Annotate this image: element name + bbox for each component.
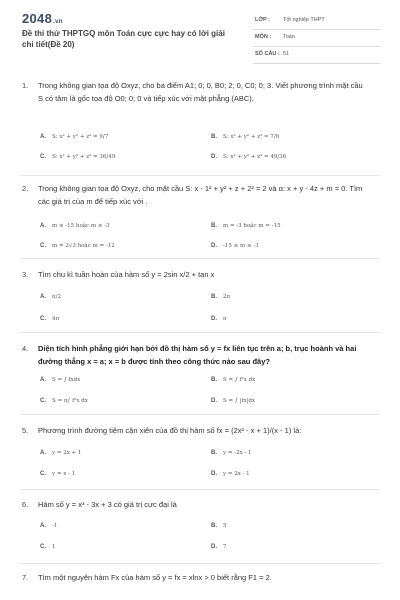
option-value: S = ∫ f²x dx bbox=[223, 377, 256, 383]
option-value: m ≤ -15 hoặc m ≥ -3 bbox=[52, 223, 110, 229]
option-letter: C. bbox=[40, 154, 46, 160]
divider bbox=[20, 414, 380, 415]
option-value: S = ∫ fxdx bbox=[52, 377, 81, 383]
option-value: y = -2x - 1 bbox=[223, 450, 252, 456]
question-item bbox=[0, 80, 400, 172]
option-letter: A. bbox=[40, 294, 46, 300]
divider bbox=[20, 175, 380, 176]
option-value: S = ∫ |fx|dx bbox=[223, 398, 255, 404]
option-c[interactable] bbox=[40, 471, 75, 477]
option-letter: A. bbox=[40, 523, 46, 529]
option-letter: C. bbox=[40, 316, 46, 322]
option-letter: C. bbox=[40, 544, 46, 550]
question-text: Tìm một nguyên hàm Fx của hàm số y = fx = xlnx > 0 biết rằng F1 = 2. bbox=[38, 573, 272, 582]
option-value: y = x - 1 bbox=[52, 471, 76, 477]
option-value: 5 bbox=[223, 523, 227, 529]
option-value: y = 2x - 1 bbox=[223, 471, 250, 477]
meta-label: MÔN : bbox=[255, 34, 272, 40]
option-d[interactable] bbox=[211, 243, 259, 249]
option-b[interactable] bbox=[211, 450, 252, 456]
exam-meta bbox=[253, 13, 381, 64]
option-letter: A. bbox=[40, 223, 46, 229]
option-value: y = 2x + 1 bbox=[52, 450, 82, 456]
option-a[interactable] bbox=[40, 134, 108, 140]
option-c[interactable] bbox=[40, 544, 56, 550]
option-c[interactable] bbox=[40, 316, 59, 322]
option-c[interactable] bbox=[40, 243, 115, 249]
option-letter: B. bbox=[211, 377, 217, 383]
question-text: Trong không gian tọa độ Oxyz, cho ba điểm A1; 0; 0, B0; 2; 0, C0; 0; 3. Viết phương trình mặt cầu S có tâm là gốc tọa độ O0; 0; 0 và tiếp xúc với mặt phẳng (ABC). bbox=[38, 81, 363, 103]
question-number: 2. bbox=[22, 184, 29, 193]
option-value: -15 ≤ m ≤ -3 bbox=[223, 243, 259, 249]
option-letter: B. bbox=[211, 223, 217, 229]
question-item bbox=[0, 269, 400, 329]
meta-row-class bbox=[253, 13, 381, 30]
option-letter: D. bbox=[211, 398, 217, 404]
meta-row-count bbox=[253, 47, 381, 64]
option-d[interactable] bbox=[211, 471, 250, 477]
option-value: 2π bbox=[223, 294, 231, 300]
option-letter: D. bbox=[211, 544, 217, 550]
option-value: π/2 bbox=[52, 294, 61, 300]
divider bbox=[20, 258, 380, 259]
option-letter: A. bbox=[40, 134, 46, 140]
option-letter: C. bbox=[40, 398, 46, 404]
option-a[interactable] bbox=[40, 523, 57, 529]
divider bbox=[20, 332, 380, 333]
option-value: 1 bbox=[52, 544, 56, 550]
option-a[interactable] bbox=[40, 377, 80, 383]
question-number: 4. bbox=[22, 344, 29, 353]
option-value: m = -3 hoặc m = -15 bbox=[223, 223, 281, 229]
site-logo[interactable] bbox=[22, 11, 63, 26]
question-text: Phương trình đường tiệm cận xiên của đồ thị hàm số fx = (2x² - x + 1)/(x - 1) là: bbox=[38, 426, 302, 435]
option-value: S: x² + y² + z² = 7/6 bbox=[223, 134, 280, 140]
question-text: Hàm số y = x³ - 3x + 3 có giá trị cực đại là bbox=[38, 500, 177, 509]
option-d[interactable] bbox=[211, 398, 255, 404]
question-item bbox=[0, 343, 400, 411]
option-a[interactable] bbox=[40, 223, 110, 229]
option-value: S = π∫ f²x dx bbox=[52, 398, 88, 404]
divider bbox=[20, 489, 380, 490]
question-number: 3. bbox=[22, 270, 29, 279]
question-text: Diện tích hình phẳng giới hạn bởi đồ thị hàm số y = fx liên tục trên a; b, trục hoành và hai đường thẳng x = a; x = b được tính theo công thức nào sau đây? bbox=[38, 344, 357, 366]
option-d[interactable] bbox=[211, 316, 227, 322]
option-letter: D. bbox=[211, 154, 217, 160]
logo-main: 2048 bbox=[22, 11, 53, 26]
option-value: -1 bbox=[52, 523, 58, 529]
option-letter: B. bbox=[211, 134, 217, 140]
divider bbox=[20, 563, 380, 564]
document-title: Đề thi thử THPTGQ môn Toán cực cực hay có lời giải chi tiết(Đề 20) bbox=[22, 29, 225, 49]
question-number: 1. bbox=[22, 81, 29, 90]
option-value: 4π bbox=[52, 316, 60, 322]
meta-value: Tốt nghiệp THPT bbox=[283, 17, 325, 23]
option-c[interactable] bbox=[40, 398, 88, 404]
question-number: 7. bbox=[22, 573, 29, 582]
option-d[interactable] bbox=[211, 544, 227, 550]
option-value: S: x² + y² + z² = 49/36 bbox=[223, 154, 287, 160]
question-number: 6. bbox=[22, 500, 29, 509]
question-item bbox=[0, 183, 400, 253]
option-letter: B. bbox=[211, 523, 217, 529]
option-letter: C. bbox=[40, 471, 46, 477]
option-letter: C. bbox=[40, 243, 46, 249]
question-item bbox=[0, 425, 400, 485]
meta-value: Toán bbox=[283, 34, 295, 40]
option-letter: D. bbox=[211, 316, 217, 322]
option-b[interactable] bbox=[211, 134, 279, 140]
option-letter: B. bbox=[211, 294, 217, 300]
meta-label: SỐ CÂU : bbox=[255, 51, 280, 57]
option-b[interactable] bbox=[211, 294, 230, 300]
question-item bbox=[0, 572, 400, 592]
meta-row-subject bbox=[253, 30, 381, 47]
meta-value: 51 bbox=[283, 51, 290, 57]
option-value: m = 2√3 hoặc m = -12 bbox=[52, 243, 115, 249]
page-header bbox=[0, 0, 400, 68]
option-d[interactable] bbox=[211, 154, 286, 160]
option-letter: B. bbox=[211, 450, 217, 456]
option-letter: A. bbox=[40, 450, 46, 456]
option-a[interactable] bbox=[40, 450, 81, 456]
option-b[interactable] bbox=[211, 223, 281, 229]
question-text: Tìm chu kì tuần hoàn của hàm số y = 2sin x/2 + tan x bbox=[38, 270, 215, 279]
option-value: S: x² + y² + z² = 36/49 bbox=[52, 154, 116, 160]
logo-tld: .vn bbox=[53, 19, 63, 25]
question-item bbox=[0, 499, 400, 559]
option-value: π bbox=[223, 316, 227, 322]
option-a[interactable] bbox=[40, 294, 61, 300]
option-value: 7 bbox=[223, 544, 227, 550]
option-value: S: x² + y² + z² = 9/7 bbox=[52, 134, 109, 140]
option-letter: D. bbox=[211, 243, 217, 249]
option-letter: D. bbox=[211, 471, 217, 477]
question-text: Trong không gian tọa độ Oxyz, cho mặt cầu S: x - 1² + y² + z + 2² = 2 và α: x + y - 4z + m = 0. Tìm các giá trị của m để tiếp xúc với . bbox=[38, 184, 363, 206]
option-b[interactable] bbox=[211, 377, 255, 383]
option-c[interactable] bbox=[40, 154, 115, 160]
option-b[interactable] bbox=[211, 523, 227, 529]
option-letter: A. bbox=[40, 377, 46, 383]
question-number: 5. bbox=[22, 426, 29, 435]
meta-label: LỚP : bbox=[255, 17, 270, 23]
